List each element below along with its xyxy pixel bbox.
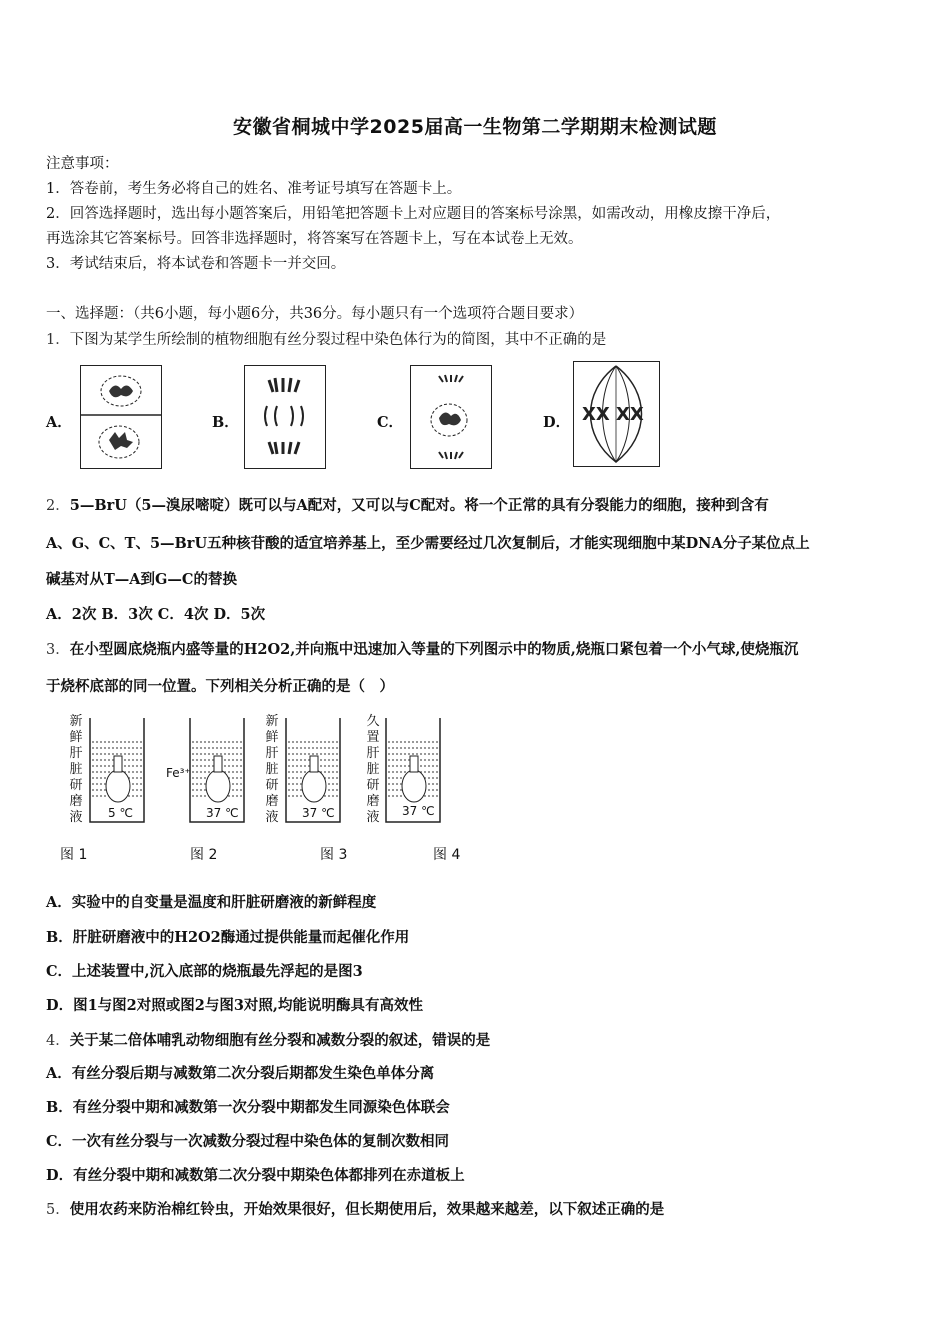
cell-diagram-c-drawing (411, 366, 491, 468)
question-number: 5． (46, 1202, 70, 1218)
beaker-3-label: 新鲜肝脏研磨液 (265, 714, 279, 825)
figure-caption: 图 4 (433, 847, 461, 863)
beaker-4-temp: 37 ℃ (402, 804, 435, 818)
question-3-option-b: B．肝脏研磨液中的H2O2酶通过提供能量而起催化作用 (46, 929, 410, 946)
question-text: 使用农药来防治棉红铃虫，开始效果很好，但长期使用后，效果越来越差，以下叙述正确的是 (69, 1201, 665, 1218)
question-2 (46, 494, 769, 515)
section-heading: 一、选择题：（共6小题，每小题6分，共36分。每小题只有一个选项符合题目要求） (46, 306, 584, 322)
beaker-4-label: 久置肝脏研磨液 (366, 714, 380, 825)
question-5 (46, 1198, 664, 1219)
notice-item: 2．回答选择题时，选出每小题答案后，用铅笔把答题卡上对应题目的答案标号涂黑，如需改动，用橡皮擦干净后， (46, 206, 781, 222)
beaker-1-temp: 5 ℃ (108, 806, 133, 820)
question-3-option-d: D．图1与图2对照或图2与图3对照,均能说明酶具有高效性 (46, 997, 423, 1014)
cell-diagram-b-drawing (245, 366, 325, 468)
beaker-3-temp: 37 ℃ (302, 806, 335, 820)
q1-option-b-label: B． (212, 414, 239, 431)
cell-diagram-a (80, 365, 162, 469)
cell-diagram-d (573, 361, 660, 467)
question-4-option-c: C．一次有丝分裂与一次减数分裂过程中染色体的复制次数相同 (46, 1133, 450, 1150)
question-2-line: 碱基对从T—A到G—C的替换 (46, 571, 237, 588)
question-text: 5—BrU（5—溴尿嘧啶）既可以与A配对，又可以与C配对。将一个正常的具有分裂能力的细胞，接种到含有 (69, 497, 769, 514)
notice-item: 1．答卷前，考生务必将自己的姓名、准考证号填写在答题卡上。 (46, 181, 462, 197)
cell-diagram-a-drawing (81, 366, 161, 468)
cell-diagram-b (244, 365, 326, 469)
question-number: 3． (46, 642, 70, 658)
cell-diagram-d-drawing (574, 362, 659, 466)
question-number: 4． (46, 1033, 70, 1049)
page-title: 安徽省桐城中学2025届高一生物第二学期期末检测试题 (233, 116, 717, 138)
question-text: 在小型圆底烧瓶内盛等量的H2O2,并向瓶中迅速加入等量的下列图示中的物质,烧瓶口紧包着一个小气球,使烧瓶沉 (69, 641, 799, 658)
svg-text:XX XX: XX XX (582, 404, 644, 425)
question-number: 2． (46, 498, 70, 514)
beaker-1-label: 新鲜肝脏研磨液 (69, 714, 83, 825)
notice-item: 3．考试结束后，将本试卷和答题卡一并交回。 (46, 256, 346, 272)
notice-heading: 注意事项： (46, 156, 119, 172)
question-4-option-d: D．有丝分裂中期和减数第二次分裂中期染色体都排列在赤道板上 (46, 1167, 465, 1184)
question-2-options: A．2次 B．3次 C．4次 D．5次 (46, 606, 266, 623)
question-3-line: 于烧杯底部的同一位置。下列相关分析正确的是（ ） (46, 678, 394, 695)
question-4-option-a: A．有丝分裂后期与减数第二次分裂后期都发生染色单体分离 (46, 1065, 435, 1082)
figure-caption: 图 3 (320, 847, 348, 863)
figure-caption: 图 2 (190, 847, 218, 863)
notice-item: 再选涂其它答案标号。回答非选择题时，将答案写在答题卡上，写在本试卷上无效。 (46, 231, 583, 247)
question-text: 关于某二倍体哺乳动物细胞有丝分裂和减数分裂的叙述，错误的是 (69, 1032, 491, 1049)
question-3 (46, 638, 798, 659)
question-2-line: A、G、C、T、5—BrU五种核苷酸的适宜培养基上，至少需要经过几次复制后，才能实现细胞中某DNA分子某位点上 (46, 535, 810, 552)
beaker-2-label: Fe³⁺ (166, 766, 191, 780)
q1-option-a-label: A． (46, 414, 72, 431)
question-text: 下图为某学生所绘制的植物细胞有丝分裂过程中染色体行为的简图，其中不正确的是 (69, 332, 607, 348)
question-3-option-c: C．上述装置中,沉入底部的烧瓶最先浮起的是图3 (46, 963, 363, 980)
q1-option-c-label: C． (377, 414, 404, 431)
question-3-option-a: A．实验中的自变量是温度和肝脏研磨液的新鲜程度 (46, 894, 377, 911)
q1-option-d-label: D． (543, 414, 571, 431)
beaker-2-temp: 37 ℃ (206, 806, 239, 820)
question-4 (46, 1029, 490, 1050)
cell-diagram-c (410, 365, 492, 469)
question-4-option-b: B．有丝分裂中期和减数第一次分裂中期都发生同源染色体联会 (46, 1099, 450, 1116)
figure-caption: 图 1 (60, 847, 88, 863)
question-number: 1． (46, 332, 70, 348)
question-1 (46, 328, 606, 349)
